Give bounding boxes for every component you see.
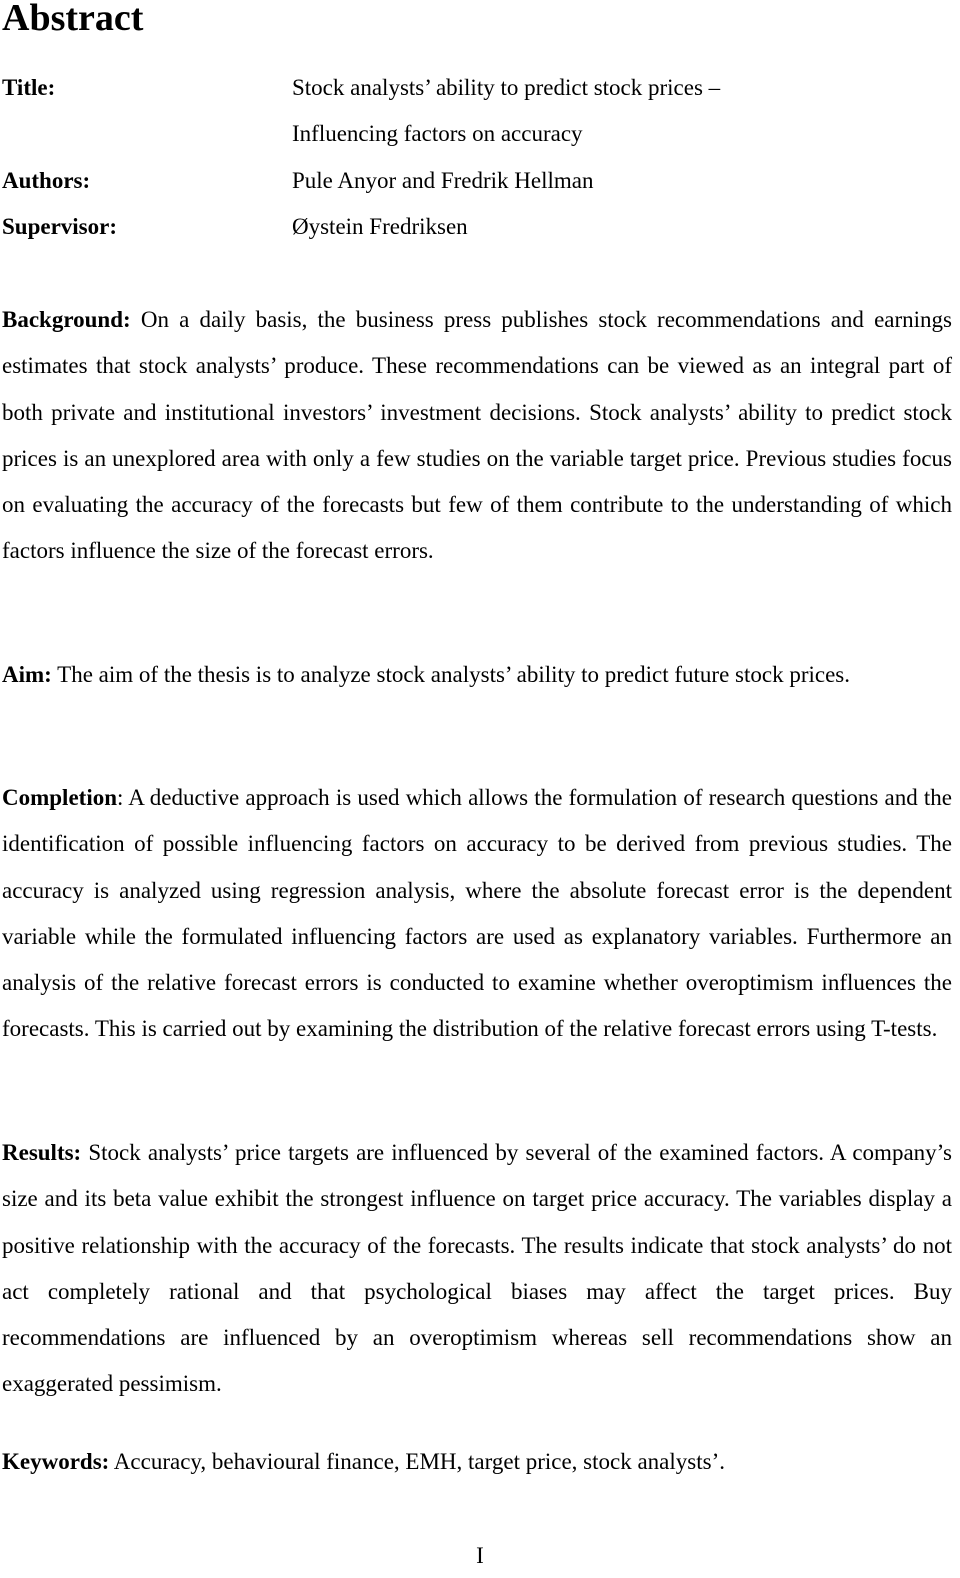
authors-label: Authors: [2,167,91,193]
authors-row [2,158,942,204]
results-text: Stock analysts’ price targets are influenced by several of the examined factors. A company’s size and its beta value exhibit the strongest influence on target price accuracy. The variables display a positive relationship with the accuracy of the forecasts. The results indicate that stock analysts’ do not act completely rational and that psychological biases may affect the target prices. Buy recommendations are influenced by an overoptimism whereas sell recommendations show an exaggerated pessimism. [2,1140,952,1397]
completion-label: Completion [2,785,117,810]
background-text: On a daily basis, the business press publishes stock recommendations and earnings estimates that stock analysts’ produce. These recommendations can be viewed as an integral part of both private and institutional investors’ investment decisions. Stock analysts’ ability to predict stock prices is an unexplored area with only a few studies on the variable target price. Previous studies focus on evaluating the accuracy of the forecasts but few of them contribute to the understanding of which factors influence the size of the forecast errors. [2,307,952,564]
results-paragraph [2,1130,952,1408]
thesis-metadata [2,65,942,250]
supervisor-row [2,204,942,250]
aim-text: The aim of the thesis is to analyze stock analysts’ ability to predict future stock prices. [51,662,851,687]
title-line-2: Influencing factors on accuracy [292,121,583,147]
keywords-text: Accuracy, behavioural finance, EMH, target price, stock analysts’. [109,1449,725,1474]
page-number: I [476,1543,484,1568]
authors-value: Pule Anyor and Fredrik Hellman [292,167,594,193]
supervisor-value: Øystein Fredriksen [292,213,468,239]
completion-paragraph [2,775,952,1053]
background-paragraph [2,297,952,575]
page-title: Abstract [2,0,144,39]
background-label: Background: [2,307,131,332]
title-line-1: Stock analysts’ ability to predict stock prices – [292,75,721,100]
title-value [292,65,942,158]
aim-label: Aim: [2,662,52,687]
title-label: Title: [2,75,56,100]
aim-paragraph [2,652,952,698]
supervisor-label: Supervisor: [2,213,117,239]
completion-text: : A deductive approach is used which allows the formulation of research questions and the identification of possible influencing factors on accuracy to be derived from previous studies. The accuracy is analyzed using regression analysis, where the absolute forecast error is the dependent variable while the formulated influencing factors are used as explanatory variables. Furthermore an analysis of the relative forecast errors is conducted to examine whether overoptimism influences the forecasts. This is carried out by examining the distribution of the relative forecast errors using T-tests. [2,785,952,1042]
results-label: Results: [2,1140,82,1165]
keywords-paragraph [2,1439,952,1485]
title-row [2,65,942,158]
keywords-label: Keywords: [2,1449,110,1474]
